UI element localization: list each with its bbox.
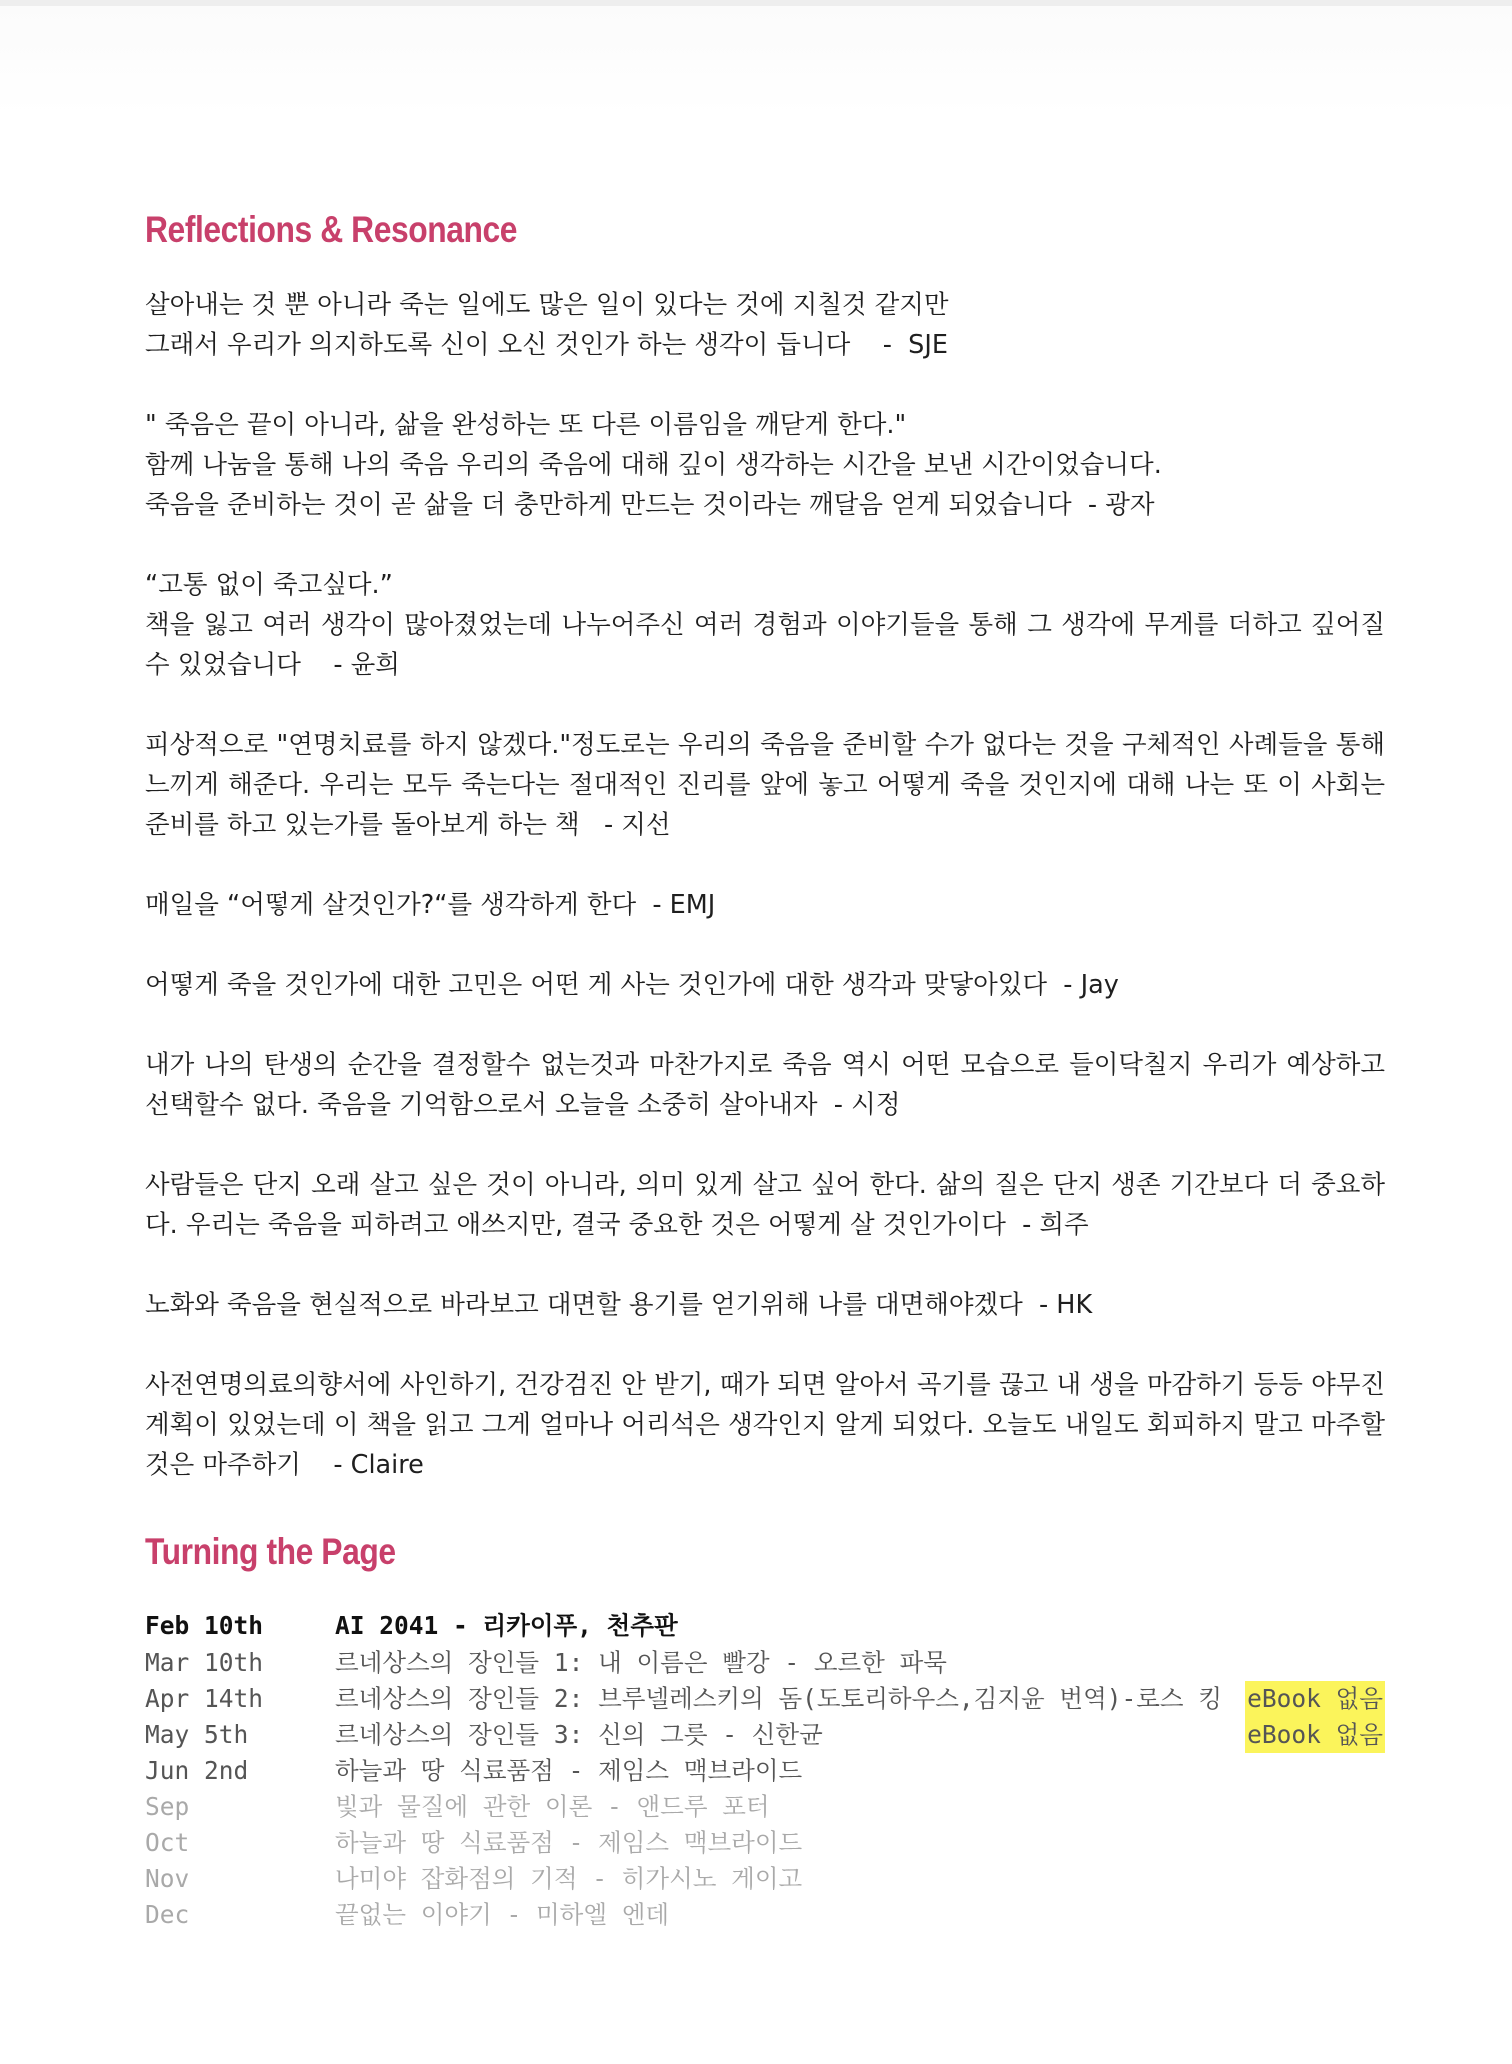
reflection-paragraph-with-author: [145, 725, 1385, 845]
reflection-author: - 시정: [817, 1090, 901, 1120]
schedule-row: [145, 1753, 1385, 1789]
schedule-book-title: 끝없는 이야기 - 미하엘 엔데: [335, 1900, 670, 1929]
schedule-book-title: 나미야 잡화점의 기적 - 히가시노 게이고: [335, 1864, 803, 1893]
schedule-book-title: 르네상스의 장인들 2: 브루넬레스키의 돔(도토리하우스,김지윤 번역)-로스 킹: [335, 1684, 1223, 1713]
header-shadow: [0, 6, 1512, 116]
reflection-entry: [145, 285, 1385, 365]
ebook-unavailable-badge: eBook 없음: [1245, 1681, 1385, 1717]
schedule-month: Jun 2nd: [145, 1756, 249, 1785]
schedule-book-title: 르네상스의 장인들 1: 내 이름은 빨강 - 오르한 파묵: [335, 1648, 947, 1677]
reflection-line-with-author: [145, 485, 1385, 525]
ebook-unavailable-badge: eBook 없음: [1245, 1717, 1385, 1753]
reflection-paragraph-with-author: [145, 1165, 1385, 1245]
reflection-line: 어떻게 죽을 것인가에 대한 고민은 어떤 게 사는 것인가에 대한 생각과 맞닿아있다: [145, 970, 1048, 1000]
reflection-entry: [145, 725, 1385, 845]
reflection-line: 살아내는 것 뿐 아니라 죽는 일에도 많은 일이 있다는 것에 지칠것 같지만: [145, 290, 949, 320]
reflection-line: 노화와 죽음을 현실적으로 바라보고 대면할 용기를 얻기위해 나를 대면해야겠다: [145, 1290, 1023, 1320]
reflection-entry: [145, 1165, 1385, 1245]
schedule-book-title: 하늘과 땅 식료품점 - 제임스 맥브라이드: [335, 1828, 803, 1857]
schedule-month: Feb 10th: [145, 1611, 264, 1640]
reflection-line: 그래서 우리가 의지하도록 신이 오신 것인가 하는 생각이 듭니다: [145, 330, 851, 360]
reflection-author: - 윤희: [300, 650, 400, 680]
schedule-row: [145, 1825, 1385, 1861]
reflection-paragraph: 책을 잃고 여러 생각이 많아졌었는데 나누어주신 여러 경험과 이야기들을 통해 그 생각에 무게를 더하고 깊어질수 있었습니다: [145, 610, 1385, 680]
reflection-author: - HK: [1022, 1290, 1093, 1320]
schedule-month: Mar 10th: [145, 1648, 264, 1677]
schedule-book-title: 르네상스의 장인들 3: 신의 그릇 - 신한균: [335, 1720, 823, 1749]
reflection-line-with-author: [145, 885, 1385, 925]
reflection-author: - Claire: [300, 1450, 424, 1480]
reflection-line: " 죽음은 끝이 아니라, 삶을 완성하는 또 다른 이름임을 깨닫게 한다.": [145, 410, 907, 440]
reflection-line: 매일을 “어떻게 살것인가?“를 생각하게 한다: [145, 890, 637, 920]
reflection-entry: [145, 405, 1385, 525]
reflection-paragraph: 사전연명의료의향서에 사인하기, 건강검진 안 받기, 때가 되면 알아서 곡기를 끊고 내 생을 마감하기 등등 야무진 계획이 있었는데 이 책을 읽고 그게 얼마나 어리석은 생각인지 알게 되었다. 오늘도 내일도 회피하지 말고 마주할 것은 마주하기: [145, 1370, 1385, 1480]
reflection-paragraph-with-author: [145, 1365, 1385, 1485]
document-body: [145, 205, 1385, 1933]
reflection-paragraph: 사람들은 단지 오래 살고 싶은 것이 아니라, 의미 있게 살고 싶어 한다. 삶의 질은 단지 생존 기간보다 더 중요하다. 우리는 죽음을 피하려고 애쓰지만, 결국 중요한 것은 어떻게 살 것인가이다: [145, 1170, 1385, 1240]
reflection-author: - SJE: [850, 330, 948, 360]
reflections-title: Reflections & Resonance: [145, 209, 518, 250]
reflection-entry: [145, 965, 1385, 1005]
schedule-book-title: 빛과 물질에 관한 이론 - 앤드루 포터: [335, 1792, 770, 1821]
reflection-line-with-author: [145, 965, 1385, 1005]
reflection-line: 함께 나눔을 통해 나의 죽음 우리의 죽음에 대해 깊이 생각하는 시간을 보낸 시간이었습니다.: [145, 450, 1162, 480]
schedule-row: [145, 1681, 1385, 1717]
schedule-month: May 5th: [145, 1720, 249, 1749]
turning-page-title: Turning the Page: [145, 1531, 396, 1572]
reflection-entry: [145, 1045, 1385, 1125]
schedule-row: [145, 1607, 1385, 1645]
reflection-author: - EMJ: [636, 890, 716, 920]
schedule-month: Apr 14th: [145, 1684, 264, 1713]
reflection-entry: [145, 1365, 1385, 1485]
schedule-book-title: 하늘과 땅 식료품점 - 제임스 맥브라이드: [335, 1756, 803, 1785]
reflection-line-with-author: [145, 325, 1385, 365]
reflection-line: 죽음을 준비하는 것이 곧 삶을 더 충만하게 만드는 것이라는 깨달음 얻게 되었습니다: [145, 490, 1072, 520]
reflection-author: - 희주: [1005, 1210, 1089, 1240]
reflection-entry: [145, 565, 1385, 685]
reflection-entry: [145, 885, 1385, 925]
reflection-line-with-author: [145, 1285, 1385, 1325]
reflection-paragraph: 내가 나의 탄생의 순간을 결정할수 없는것과 마찬가지로 죽음 역시 어떤 모습으로 들이닥칠지 우리가 예상하고 선택할수 없다. 죽음을 기억함으로서 오늘을 소중히 살아내자: [145, 1050, 1385, 1120]
reflection-author: - Jay: [1047, 970, 1119, 1000]
schedule-row: [145, 1861, 1385, 1897]
reflection-entry: [145, 1285, 1385, 1325]
schedule-month: Sep: [145, 1792, 190, 1821]
reflection-line: “고통 없이 죽고싶다.”: [145, 570, 393, 600]
schedule-row: [145, 1789, 1385, 1825]
reflections-list: [145, 285, 1385, 1485]
schedule-month: Dec: [145, 1900, 190, 1929]
reflection-paragraph: 피상적으로 "연명치료를 하지 않겠다."정도로는 우리의 죽음을 준비할 수가 없다는 것을 구체적인 사례들을 통해 느끼게 해준다. 우리는 모두 죽는다는 절대적인 진리를 앞에 놓고 어떻게 죽을 것인지에 대해 나는 또 이 사회는 준비를 하고 있는가를 돌아보게 하는 책: [145, 730, 1385, 840]
schedule-row: [145, 1717, 1385, 1753]
schedule-row: [145, 1897, 1385, 1933]
reflection-author: - 지선: [579, 810, 671, 840]
reflection-author: - 광자: [1071, 490, 1155, 520]
reading-schedule: [145, 1607, 1385, 1933]
schedule-row: [145, 1645, 1385, 1681]
schedule-month: Oct: [145, 1828, 190, 1857]
schedule-month: Nov: [145, 1864, 190, 1893]
reflection-paragraph-with-author: [145, 605, 1385, 685]
schedule-book-title: AI 2041 - 리카이푸, 천추판: [335, 1611, 678, 1640]
reflection-paragraph-with-author: [145, 1045, 1385, 1125]
